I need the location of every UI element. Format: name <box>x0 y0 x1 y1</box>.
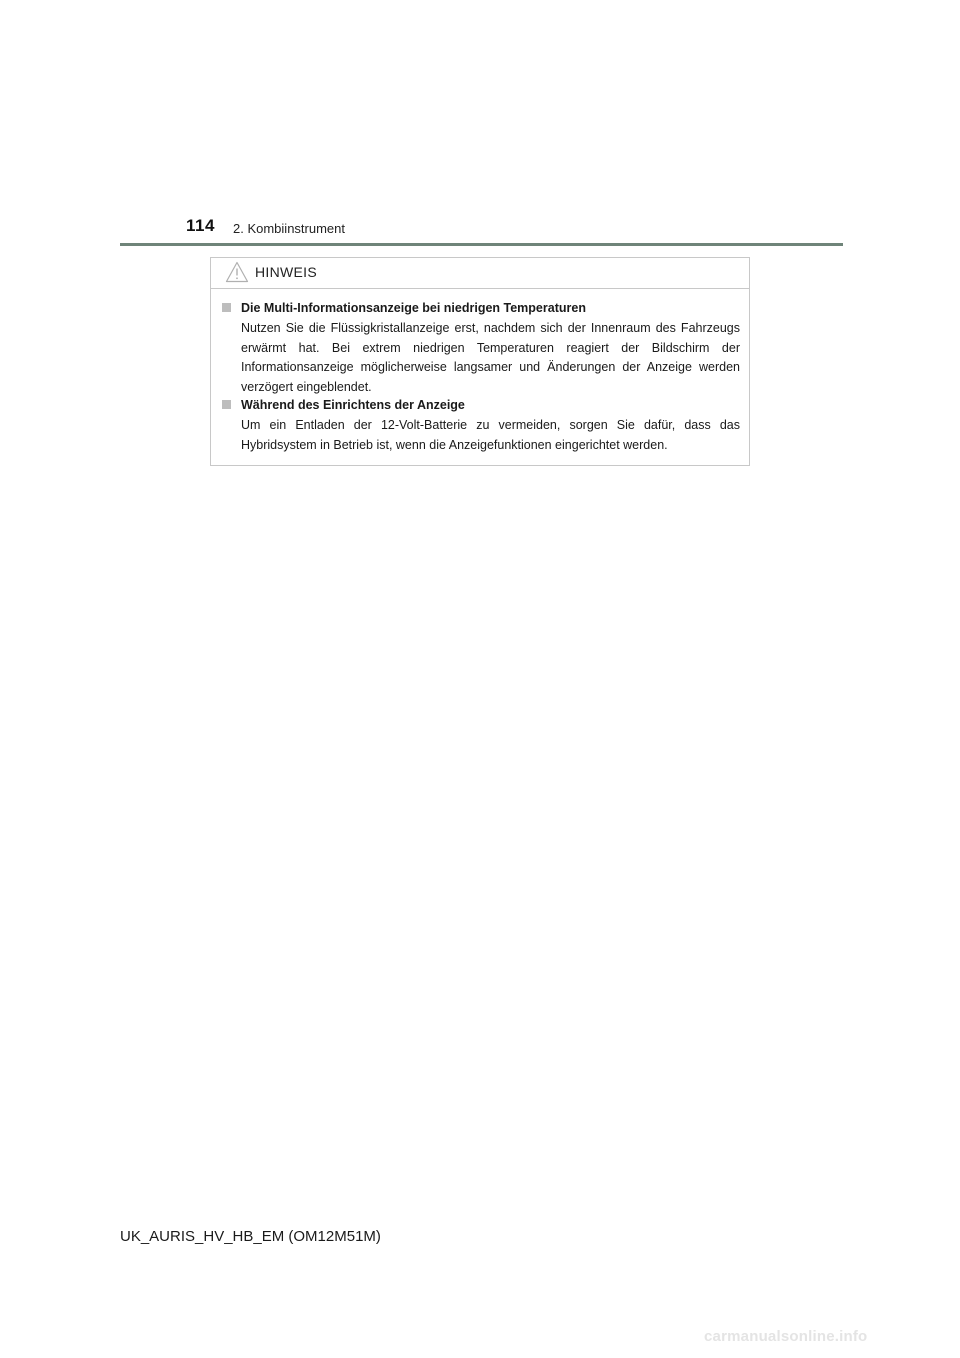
watermark-text: carmanualsonline.info <box>704 1328 868 1345</box>
notice-box <box>210 257 750 466</box>
notice-item-body: Nutzen Sie die Flüssigkristallanzeige erst, nachdem sich der Innenraum des Fahrzeugs erwärmt hat. Bei extrem niedrigen Temperaturen reagiert der Bildschirm der Informationsanzeige möglicherweise langsamer und Änderungen der Anzeige werden verzögert eingeblendet. <box>241 321 740 394</box>
notice-header <box>211 258 749 289</box>
warning-triangle-icon <box>225 261 249 283</box>
page-number: 114 <box>186 216 215 235</box>
section-title: 2. Kombiinstrument <box>233 221 345 236</box>
notice-title: HINWEIS <box>255 264 317 280</box>
square-bullet-icon <box>222 303 231 312</box>
notice-item-body: Um ein Entladen der 12-Volt-Batterie zu vermeiden, sorgen Sie dafür, dass das Hybridsystem in Betrieb ist, wenn die Anzeigefunktionen eingerichtet werden. <box>241 418 740 452</box>
notice-item <box>219 299 740 397</box>
notice-item-heading <box>219 396 740 414</box>
header-divider <box>120 243 843 246</box>
notice-item-heading-text: Die Multi-Informationsanzeige bei niedrigen Temperaturen <box>241 301 586 315</box>
document-code: UK_AURIS_HV_HB_EM (OM12M51M) <box>120 1228 381 1245</box>
notice-item-heading <box>219 299 740 317</box>
notice-item <box>219 396 740 455</box>
notice-item-heading-text: Während des Einrichtens der Anzeige <box>241 398 465 412</box>
square-bullet-icon <box>222 400 231 409</box>
